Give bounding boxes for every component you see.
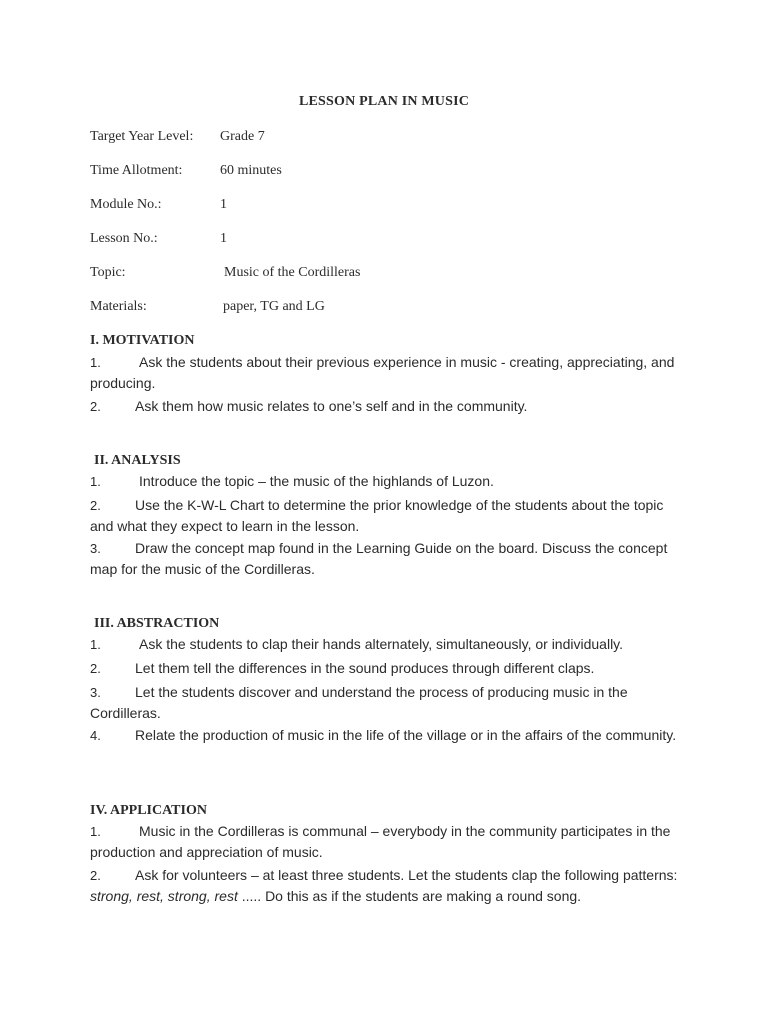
list-item-text: Music in the Cordilleras is communal – everybody in the community participates in the production and appreciation of music. <box>90 823 671 860</box>
section-heading-application: IV. APPLICATION <box>90 803 207 818</box>
meta-label: Materials: <box>90 299 147 314</box>
list-item-number: 1. <box>90 637 101 652</box>
list-item <box>90 821 680 862</box>
meta-lesson-no <box>90 231 227 247</box>
list-item <box>90 682 680 723</box>
meta-target-year-level <box>90 129 265 145</box>
section-heading-abstraction: III. ABSTRACTION <box>94 616 220 631</box>
meta-value: Music of the Cordilleras <box>224 265 361 280</box>
list-item-text: Draw the concept map found in the Learning Guide on the board. Discuss the concept map for the music of the Cordilleras. <box>90 540 668 577</box>
list-item-text: Ask the students about their previous experience in music - creating, appreciating, and producing. <box>90 354 675 391</box>
meta-module-no <box>90 197 227 213</box>
section-heading-analysis: II. ANALYSIS <box>94 453 181 468</box>
list-item-number: 1. <box>90 824 101 839</box>
list-item <box>90 471 680 492</box>
list-item-text: Ask them how music relates to one’s self and in the community. <box>135 398 528 414</box>
meta-value: Grade 7 <box>220 129 265 144</box>
list-item-text: Relate the production of music in the life of the village or in the affairs of the community. <box>135 727 677 743</box>
list-item-number: 2. <box>90 498 101 513</box>
list-item-number: 2. <box>90 661 101 676</box>
list-item-number: 1. <box>90 474 101 489</box>
list-item <box>90 658 680 679</box>
meta-time-allotment <box>90 163 282 179</box>
meta-label: Lesson No.: <box>90 231 158 246</box>
meta-label: Time Allotment: <box>90 163 183 178</box>
meta-materials <box>90 299 325 315</box>
meta-label: Module No.: <box>90 197 162 212</box>
list-item <box>90 396 680 417</box>
list-item <box>90 352 680 393</box>
list-item <box>90 538 680 579</box>
list-item-number: 2. <box>90 868 101 883</box>
list-item-text-before: Ask for volunteers – at least three students. Let the students clap the following patterns: <box>135 867 678 883</box>
list-item <box>90 495 680 536</box>
list-item-number: 3. <box>90 685 101 700</box>
list-item-text: Use the K-W-L Chart to determine the prior knowledge of the students about the topic and what they expect to learn in the lesson. <box>90 497 664 534</box>
list-item-text: Introduce the topic – the music of the highlands of Luzon. <box>139 473 494 489</box>
meta-value: paper, TG and LG <box>223 299 325 314</box>
list-item-text: Let the students discover and understand the process of producing music in the Cordilleras. <box>90 684 628 721</box>
document-title: LESSON PLAN IN MUSIC <box>298 94 470 109</box>
list-item-number: 1. <box>90 355 101 370</box>
list-item <box>90 865 680 906</box>
list-item-number: 2. <box>90 399 101 414</box>
meta-topic <box>90 265 360 281</box>
list-item-text-after: ..... Do this as if the students are making a round song. <box>237 888 582 904</box>
meta-value: 1 <box>220 231 227 246</box>
meta-value: 1 <box>220 197 227 212</box>
meta-label: Target Year Level: <box>90 129 194 144</box>
meta-label: Topic: <box>90 265 126 280</box>
list-item-number: 3. <box>90 541 101 556</box>
list-item-text: Let them tell the differences in the sound produces through different claps. <box>135 660 595 676</box>
list-item <box>90 634 680 655</box>
section-heading-motivation: I. MOTIVATION <box>90 333 195 348</box>
list-item-text: Ask the students to clap their hands alternately, simultaneously, or individually. <box>139 636 624 652</box>
list-item <box>90 725 680 746</box>
meta-value: 60 minutes <box>220 163 282 178</box>
list-item-text-italic: strong, rest, strong, rest <box>90 888 238 904</box>
list-item-number: 4. <box>90 728 101 743</box>
